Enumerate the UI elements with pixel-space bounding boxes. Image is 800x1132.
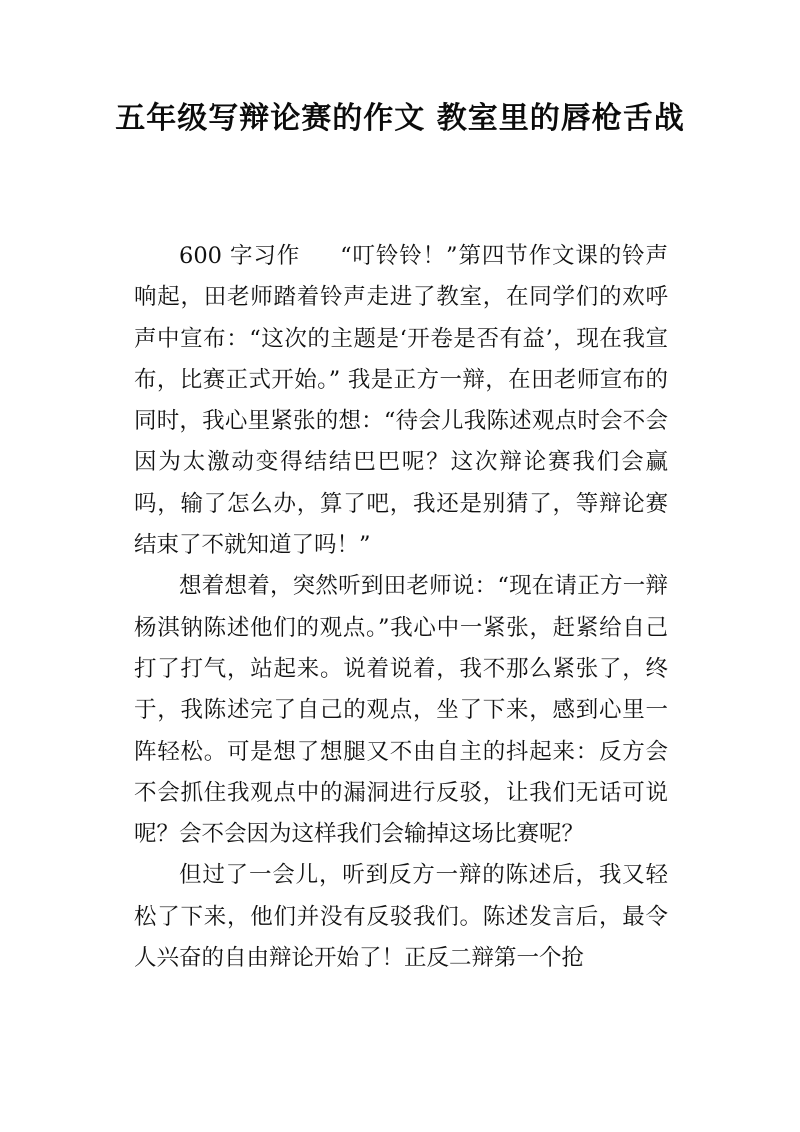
paragraph-1 (134, 236, 668, 566)
paragraph-3: 但过了一会儿，听到反方一辩的陈述后，我又轻松了下来，他们并没有反驳我们。陈述发言后，最令人兴奋的自由辩论开始了！正反二辩第一个抢 (134, 862, 668, 972)
document-title: 五年级写辩论赛的作文 教室里的唇枪舌战 (115, 101, 685, 136)
document-body (134, 236, 668, 979)
paragraph-2: 想着想着，突然听到田老师说：“现在请正方一辩杨淇钠陈述他们的观点。”我心中一紧张，赶紧给自己打了打气，站起来。说着说着，我不那么紧张了，终于，我陈述完了自己的观点，坐了下来，感到心里一阵轻松。可是想了想腿又不由自主的抖起来：反方会不会抓住我观点中的漏洞进行反驳，让我们无话可说呢？会不会因为这样我们会输掉这场比赛呢？ (134, 573, 668, 848)
paragraph-1-text: “叮铃铃！”第四节作文课的铃声响起，田老师踏着铃声走进了教室，在同学们的欢呼声中宣布：“这次的主题是‘开卷是否有益’，现在我宣布，比赛正式开始。” 我是正方一辩，在田老师宣布的同时，我心里紧张的想：“待会儿我陈述观点时会不会因为太激动变得结结巴巴呢？这次辩论赛我们会赢吗，输了怎么办，算了吧，我还是别猜了，等辩论赛结束了不就知道了吗！” (134, 243, 668, 559)
essay-length-label: 600 字习作 (179, 243, 301, 269)
